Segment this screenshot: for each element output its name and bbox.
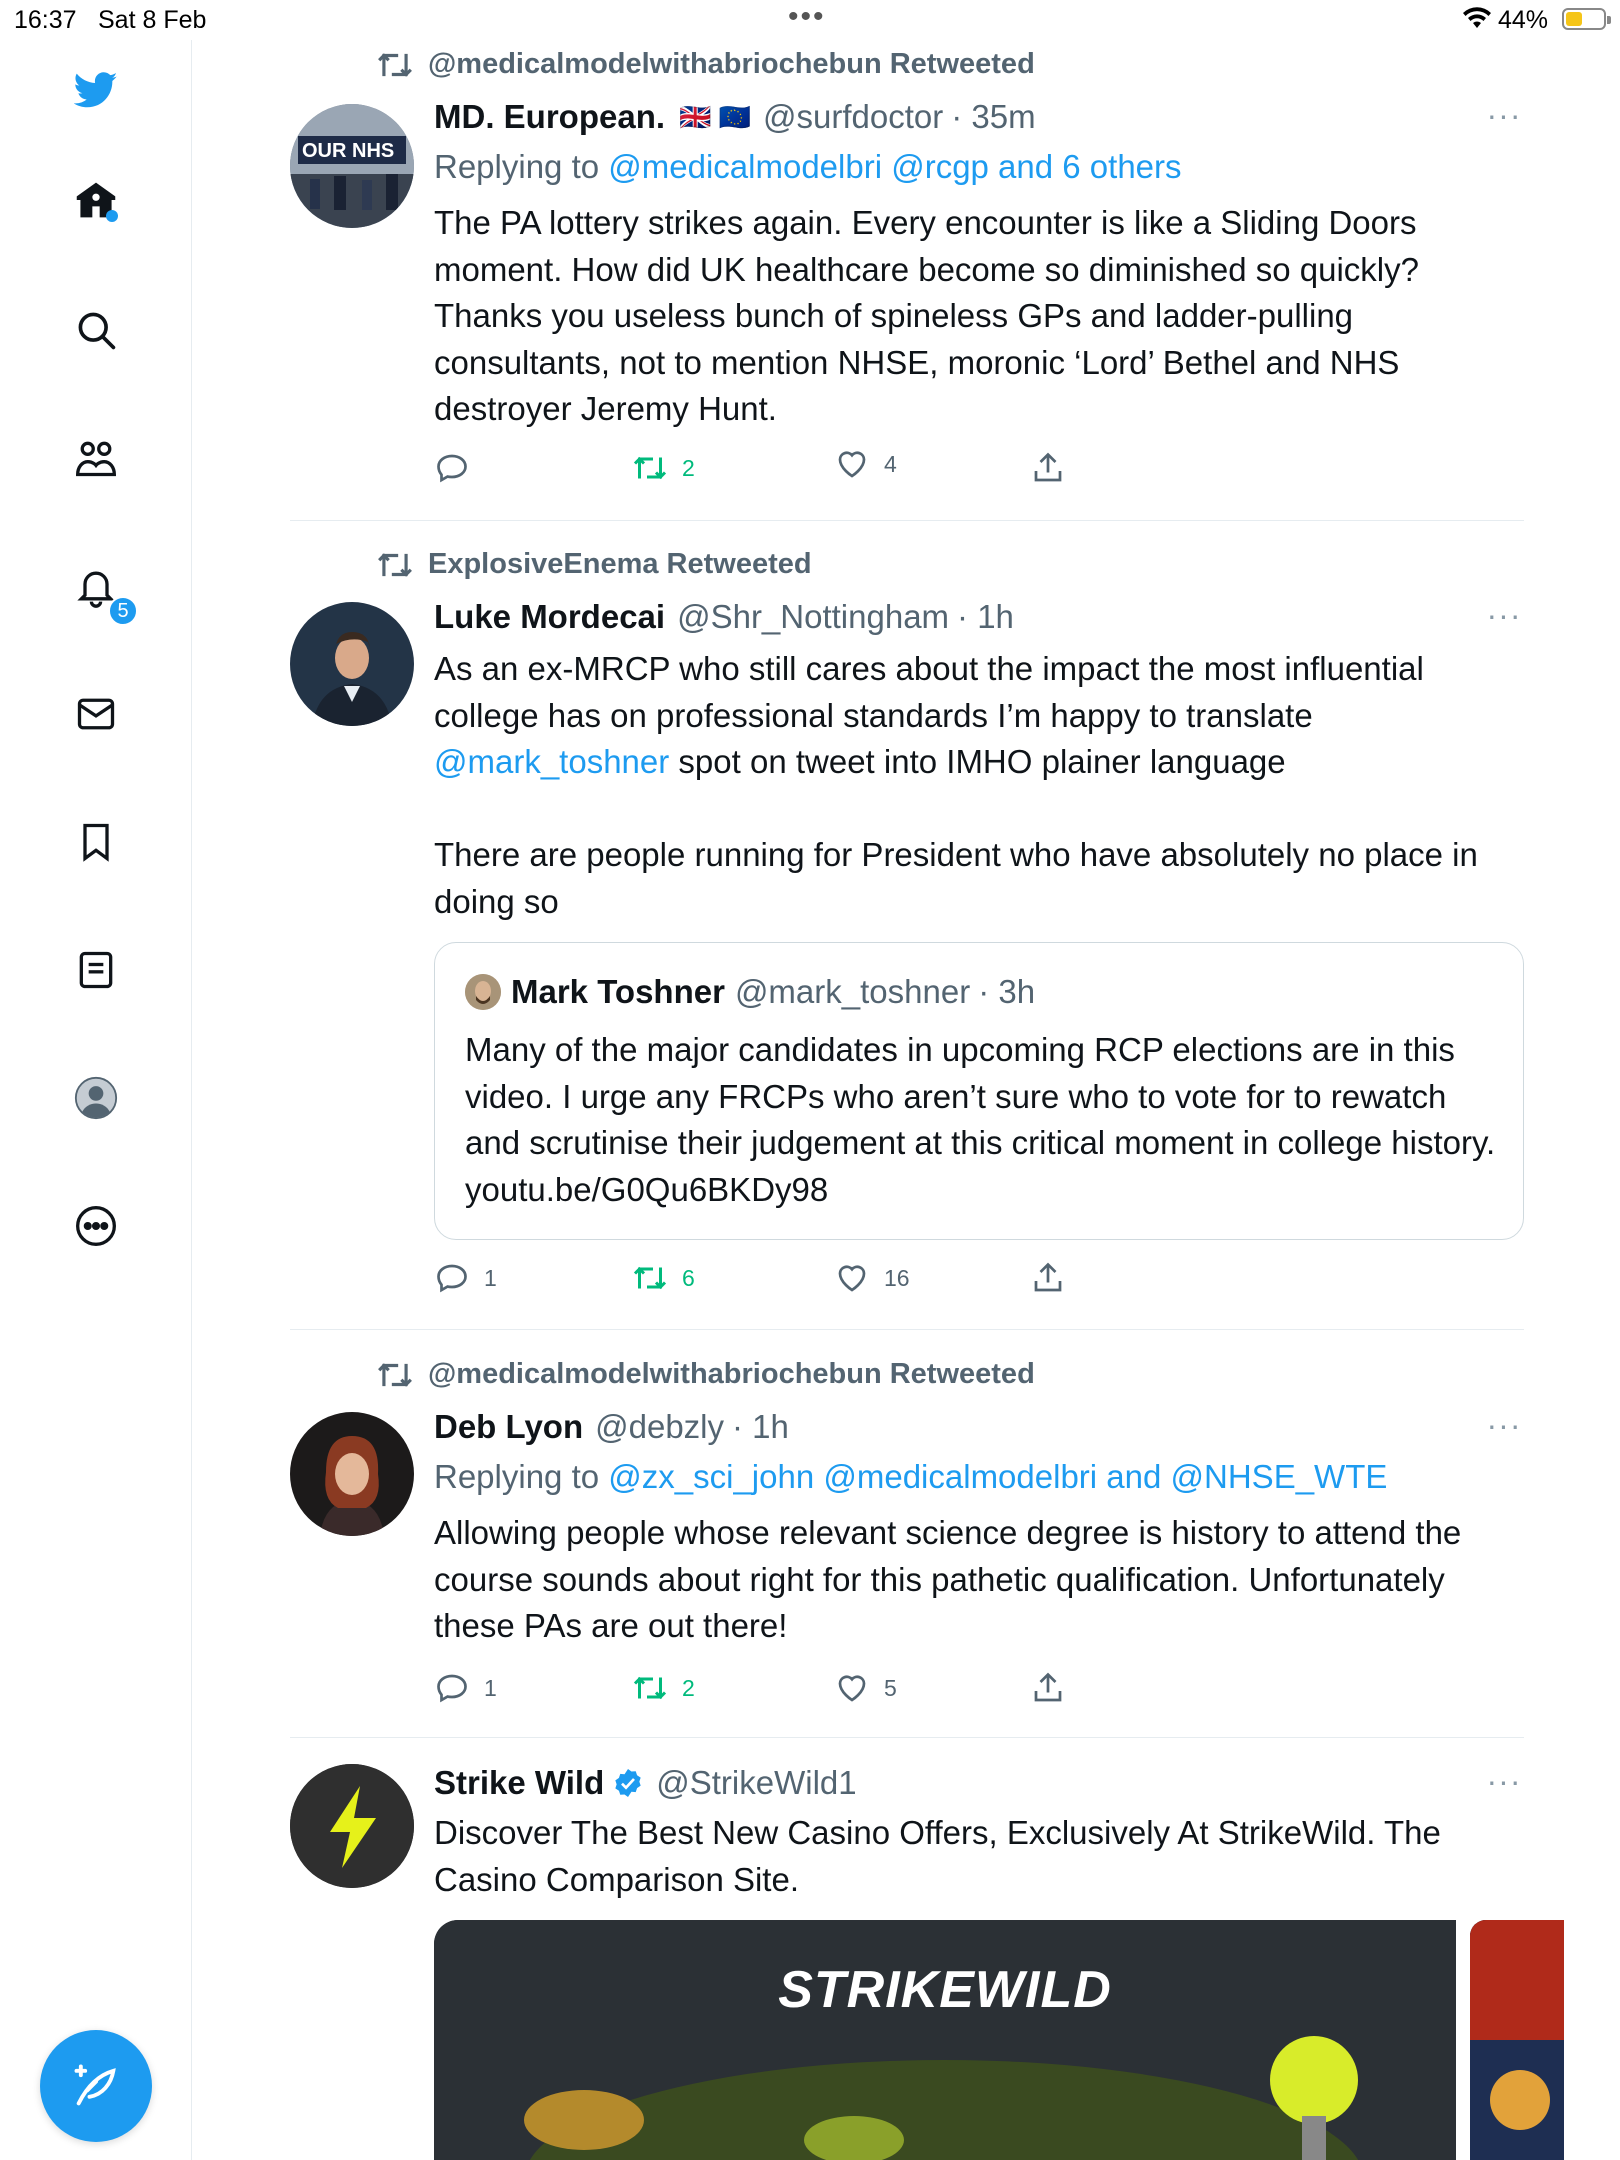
retweet-context-label: @medicalmodelwithabriochebun Retweeted <box>428 1358 1035 1390</box>
bookmark-icon[interactable] <box>72 818 120 866</box>
avatar[interactable] <box>290 1412 414 1536</box>
sidebar-nav <box>0 40 192 2160</box>
retweet-context <box>376 48 1035 81</box>
share-button[interactable] <box>1030 1260 1066 1296</box>
tweet-actions <box>434 1670 1134 1710</box>
tweet-text-second-paragraph: There are people running for President who have absolutely no place in doing so <box>434 836 1488 920</box>
retweet-button[interactable] <box>632 1260 695 1296</box>
replying-to-mentions[interactable]: @medicalmodelbri @rcgp and 6 others <box>608 148 1182 185</box>
quoted-tweet-text: Many of the major candidates in upcoming RCP elections are in this video. I urge any FRCPs who aren’t sure who to vote for to rewatch and scrutinise their judgement at this critical moment in college history. youtu.be/G0Qu6BKDy98 <box>465 1031 1496 1208</box>
retweet-icon <box>632 1670 668 1706</box>
quoted-tweet-time: · 3h <box>978 973 1036 1010</box>
tweet-text-part: spot on tweet into IMHO plainer language <box>669 743 1286 780</box>
reply-icon <box>434 1670 470 1706</box>
avatar[interactable] <box>290 104 414 228</box>
more-options-icon[interactable]: ··· <box>1486 1763 1522 1799</box>
reply-icon <box>434 1260 470 1296</box>
retweet-context-label: @medicalmodelwithabriochebun Retweeted <box>428 48 1035 80</box>
mention-link[interactable]: @mark_toshner <box>434 743 670 780</box>
like-count: 16 <box>884 1264 910 1291</box>
profile-icon[interactable] <box>72 1074 120 1122</box>
author-handle[interactable]: @Shr_Nottingham <box>677 598 950 635</box>
share-button[interactable] <box>1030 1670 1066 1706</box>
communities-icon[interactable] <box>72 434 120 482</box>
like-button[interactable] <box>834 1670 897 1706</box>
quoted-avatar <box>465 974 501 1010</box>
reply-icon <box>434 450 470 486</box>
retweet-icon <box>632 450 668 486</box>
quoted-author-name: Mark Toshner <box>511 973 725 1010</box>
author-name[interactable]: MD. European. <box>434 98 666 135</box>
author-handle[interactable]: @debzly <box>595 1408 725 1445</box>
replying-to <box>434 1458 1387 1496</box>
reply-button[interactable] <box>434 1260 497 1296</box>
lists-icon[interactable] <box>72 946 120 994</box>
status-date: Sat 8 Feb <box>98 6 207 34</box>
strikewild-logo: STRIKEWILD <box>778 1961 1112 2019</box>
retweet-icon <box>632 1260 668 1296</box>
retweet-button[interactable] <box>632 450 695 486</box>
battery-icon <box>1562 8 1606 30</box>
home-unread-dot <box>106 210 118 222</box>
retweet-context <box>376 1358 1035 1391</box>
tweet-divider <box>290 520 1524 521</box>
messages-icon[interactable] <box>72 690 120 738</box>
wifi-icon <box>1462 6 1492 30</box>
twitter-bird-icon[interactable] <box>72 66 120 114</box>
like-count: 5 <box>884 1674 897 1701</box>
heart-icon <box>834 1670 870 1706</box>
tweet-time[interactable]: · 35m <box>951 98 1036 135</box>
compose-tweet-button[interactable] <box>40 2030 152 2142</box>
quoted-author-handle: @mark_toshner <box>734 973 971 1010</box>
like-button[interactable] <box>834 446 897 482</box>
reply-count: 1 <box>484 1264 497 1291</box>
tweet-header <box>434 598 1014 636</box>
verified-badge-icon <box>612 1767 644 1799</box>
search-icon[interactable] <box>72 306 120 354</box>
share-icon <box>1030 1670 1066 1706</box>
more-options-icon[interactable]: ··· <box>1486 1407 1522 1443</box>
ad-media-image-2[interactable] <box>1470 1920 1564 2160</box>
lightning-bolt-icon <box>290 1764 414 1888</box>
retweet-icon <box>376 1359 414 1391</box>
avatar[interactable] <box>290 1764 414 1888</box>
tweet-actions <box>434 450 1134 490</box>
replying-to <box>434 148 1182 186</box>
retweet-count: 6 <box>682 1264 695 1291</box>
tweet-text-part: As an ex-MRCP who still cares about the impact the most influential college has on professional standards I’m happy to translate <box>434 650 1434 734</box>
notifications-badge: 5 <box>108 596 138 626</box>
tweet-divider <box>290 1329 1524 1330</box>
quoted-tweet-header <box>465 973 1035 1011</box>
author-name[interactable]: Deb Lyon <box>434 1408 584 1445</box>
retweet-count: 2 <box>682 1674 695 1701</box>
share-icon <box>1030 450 1066 486</box>
more-icon[interactable] <box>72 1202 120 1250</box>
retweet-context-label: ExplosiveEnema Retweeted <box>428 548 812 580</box>
multitasking-dots-icon[interactable]: ••• <box>788 0 826 33</box>
tweet-time[interactable]: · 1h <box>957 598 1014 635</box>
status-bar <box>0 0 1620 40</box>
more-options-icon[interactable]: ··· <box>1486 97 1522 133</box>
share-button[interactable] <box>1030 450 1066 486</box>
like-count: 4 <box>884 450 897 477</box>
reply-button[interactable] <box>434 450 484 486</box>
status-time: 16:37 <box>14 6 77 34</box>
heart-icon <box>834 1260 870 1296</box>
heart-icon <box>834 446 870 482</box>
quoted-tweet[interactable] <box>434 942 1524 1240</box>
avatar[interactable] <box>290 602 414 726</box>
replying-to-mentions[interactable]: @zx_sci_john @medicalmodelbri and @NHSE_WTE <box>608 1458 1388 1495</box>
tweet-time[interactable]: · 1h <box>732 1408 789 1445</box>
ad-media-image[interactable] <box>434 1920 1456 2160</box>
retweet-icon <box>376 49 414 81</box>
reply-button[interactable] <box>434 1670 497 1706</box>
tweet-text: Discover The Best New Casino Offers, Exclusively At StrikeWild. The Casino Comparison Site. <box>434 1814 1451 1898</box>
avatar-banner-text: OUR NHS <box>302 140 395 162</box>
author-handle[interactable]: @StrikeWild1 <box>656 1764 857 1801</box>
tweet-header <box>434 98 1036 136</box>
tweet-text <box>434 646 1524 786</box>
replying-to-prefix: Replying to <box>434 148 609 185</box>
share-icon <box>1030 1260 1066 1296</box>
reply-count: 1 <box>484 1674 497 1701</box>
like-button[interactable] <box>834 1260 910 1296</box>
tweet-text: The PA lottery strikes again. Every encounter is like a Sliding Doors moment. How did UK healthcare become so diminished so quickly? Thanks you useless bunch of spineless GPs and ladder-pulling consultants, not to mention NHSE, moronic ‘Lord’ Bethel and NHS destroyer Jeremy Hunt. <box>434 204 1428 427</box>
retweet-icon <box>376 549 414 581</box>
retweet-context <box>376 548 812 581</box>
flag-emojis: 🇬🇧 🇪🇺 <box>679 101 752 132</box>
tweet-header <box>434 1764 857 1802</box>
tweet-actions <box>434 1260 1134 1300</box>
author-name[interactable]: Strike Wild <box>434 1764 605 1801</box>
retweet-count: 2 <box>682 454 695 481</box>
tweet-divider <box>290 1737 1524 1738</box>
tweet-text: Allowing people whose relevant science degree is history to attend the course sounds about right for this pathetic qualification. Unfortunately these PAs are out there! <box>434 1514 1471 1644</box>
tweet-header <box>434 1408 789 1446</box>
more-options-icon[interactable]: ··· <box>1486 597 1522 633</box>
replying-to-prefix: Replying to <box>434 1458 609 1495</box>
retweet-button[interactable] <box>632 1670 695 1706</box>
author-handle[interactable]: @surfdoctor <box>763 98 944 135</box>
author-name[interactable]: Luke Mordecai <box>434 598 666 635</box>
compose-feather-icon <box>70 2060 122 2112</box>
battery-percent: 44% <box>1498 6 1549 34</box>
